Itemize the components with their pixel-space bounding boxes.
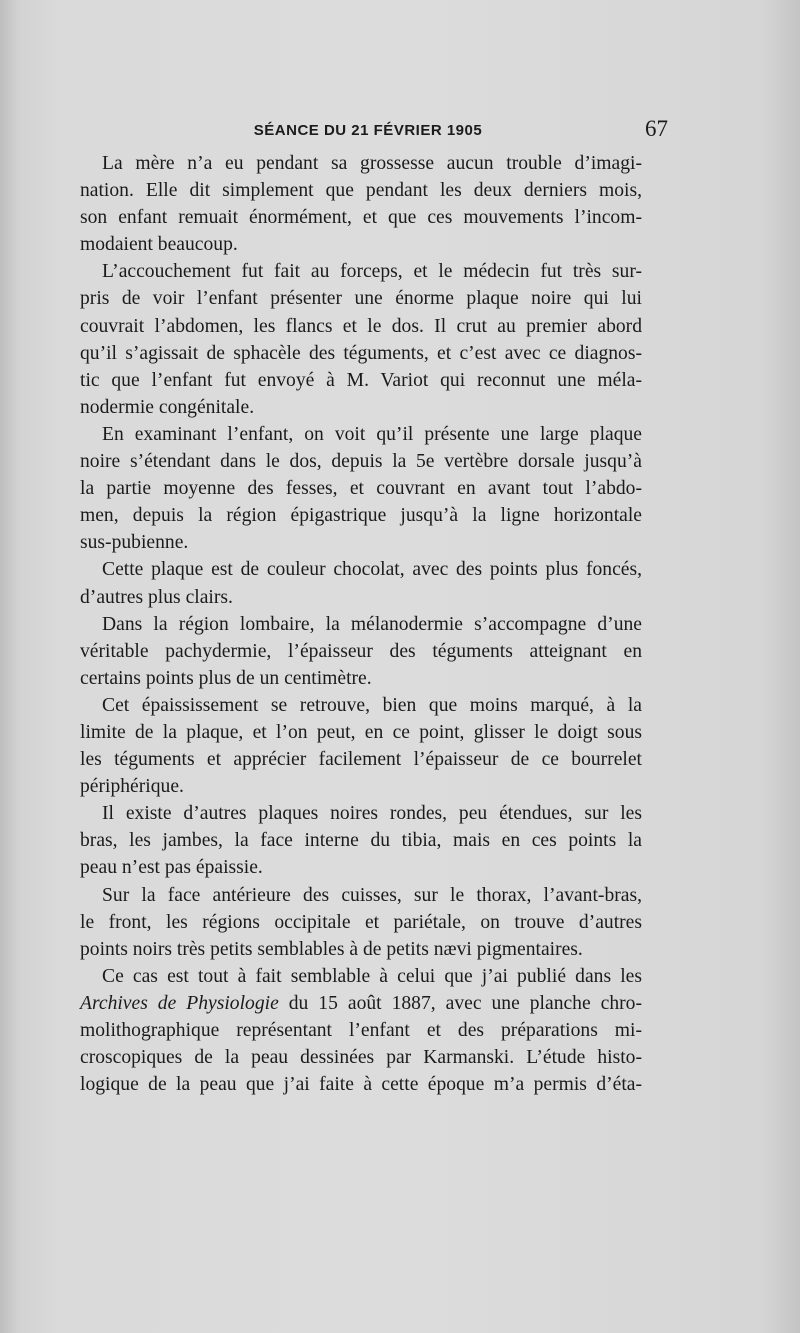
paragraph xyxy=(80,692,642,800)
text-line: croscopiques de la peau dessinées par Karmanski. L’étude histo- xyxy=(80,1047,642,1069)
text-line: peau n’est pas épaissie. xyxy=(80,857,263,879)
text-line: Sur la face antérieure des cuisses, sur le thorax, l’avant-bras, xyxy=(102,884,642,906)
text-line: modaient beaucoup. xyxy=(80,234,238,256)
text-line: les téguments et apprécier facilement l’épaisseur de ce bourrelet xyxy=(80,749,642,771)
running-title: SÉANCE DU 21 FÉVRIER 1905 xyxy=(253,122,483,139)
paragraph xyxy=(80,421,642,556)
page-header xyxy=(80,116,668,148)
text-line: La mère n’a eu pendant sa grossesse aucun trouble d’imagi- xyxy=(102,153,642,174)
text-line: couvrait l’abdomen, les flancs et le dos. Il crut au premier abord xyxy=(80,315,642,337)
paragraph xyxy=(80,556,642,610)
text-line: le front, les régions occipitale et pariétale, on trouve d’autres xyxy=(80,911,642,933)
text-fragment: du 15 août 1887, avec une planche chro- xyxy=(278,992,642,1014)
text-line: logique de la peau que j’ai faite à cette époque m’a permis d’éta- xyxy=(80,1074,642,1096)
text-line: Cet épaississement se retrouve, bien que moins marqué, à la xyxy=(102,694,642,716)
text-line: sus-pubienne. xyxy=(80,532,189,554)
text-line: men, depuis la région épigastrique jusqu’à la ligne horizontale xyxy=(80,505,642,527)
body-text xyxy=(80,150,642,1098)
text-line: véritable pachydermie, l’épaisseur des téguments atteignant en xyxy=(80,640,642,662)
text-line: L’accouchement fut fait au forceps, et le médecin fut très sur- xyxy=(102,261,642,283)
paragraph xyxy=(80,882,642,963)
text-line: d’autres plus clairs. xyxy=(80,586,233,608)
page-number: 67 xyxy=(645,116,668,141)
text-line: molithographique représentant l’enfant et des préparations mi- xyxy=(80,1020,642,1041)
text-line: Cette plaque est de couleur chocolat, avec des points plus foncés, xyxy=(102,559,642,581)
text-line: certains points plus de un centimètre. xyxy=(80,667,372,689)
text-line: périphérique. xyxy=(80,776,184,798)
text-line: Ce cas est tout à fait semblable à celui que j’ai publié dans les xyxy=(102,965,642,987)
paragraph xyxy=(80,150,642,258)
text-line: son enfant remuait énormément, et que ces mouvements l’incom- xyxy=(80,207,642,229)
paragraph xyxy=(80,800,642,881)
text-line: nation. Elle dit simplement que pendant les deux derniers mois, xyxy=(80,180,642,202)
text-line: tic que l’enfant fut envoyé à M. Variot qui reconnut une méla- xyxy=(80,369,642,391)
text-line: bras, les jambes, la face interne du tibia, mais en ces points la xyxy=(80,830,642,852)
text-line: Il existe d’autres plaques noires rondes, peu étendues, sur les xyxy=(102,803,642,825)
journal-title: Archives de Physiologie xyxy=(80,992,279,1014)
text-line: limite de la plaque, et l’on peut, en ce point, glisser le doigt sous xyxy=(80,721,642,743)
text-line: points noirs très petits semblables à de petits nævi pigmentaires. xyxy=(80,938,583,960)
text-line: qu’il s’agissait de sphacèle des téguments, et c’est avec ce diagnos- xyxy=(80,342,642,364)
text-line: En examinant l’enfant, on voit qu’il présente une large plaque xyxy=(102,423,642,445)
text-line: noire s’étendant dans le dos, depuis la 5e vertèbre dorsale jusqu’à xyxy=(80,451,642,473)
text-line: pris de voir l’enfant présenter une énorme plaque noire qui lui xyxy=(80,288,642,310)
text-line: Dans la région lombaire, la mélanodermie s’accompagne d’une xyxy=(102,613,642,635)
paragraph xyxy=(80,963,642,1098)
paragraph xyxy=(80,611,642,692)
text-line: la partie moyenne des fesses, et couvrant en avant tout l’abdo- xyxy=(80,478,642,500)
text-line xyxy=(80,990,642,1017)
text-line: nodermie congénitale. xyxy=(80,396,255,418)
paragraph xyxy=(80,258,642,421)
